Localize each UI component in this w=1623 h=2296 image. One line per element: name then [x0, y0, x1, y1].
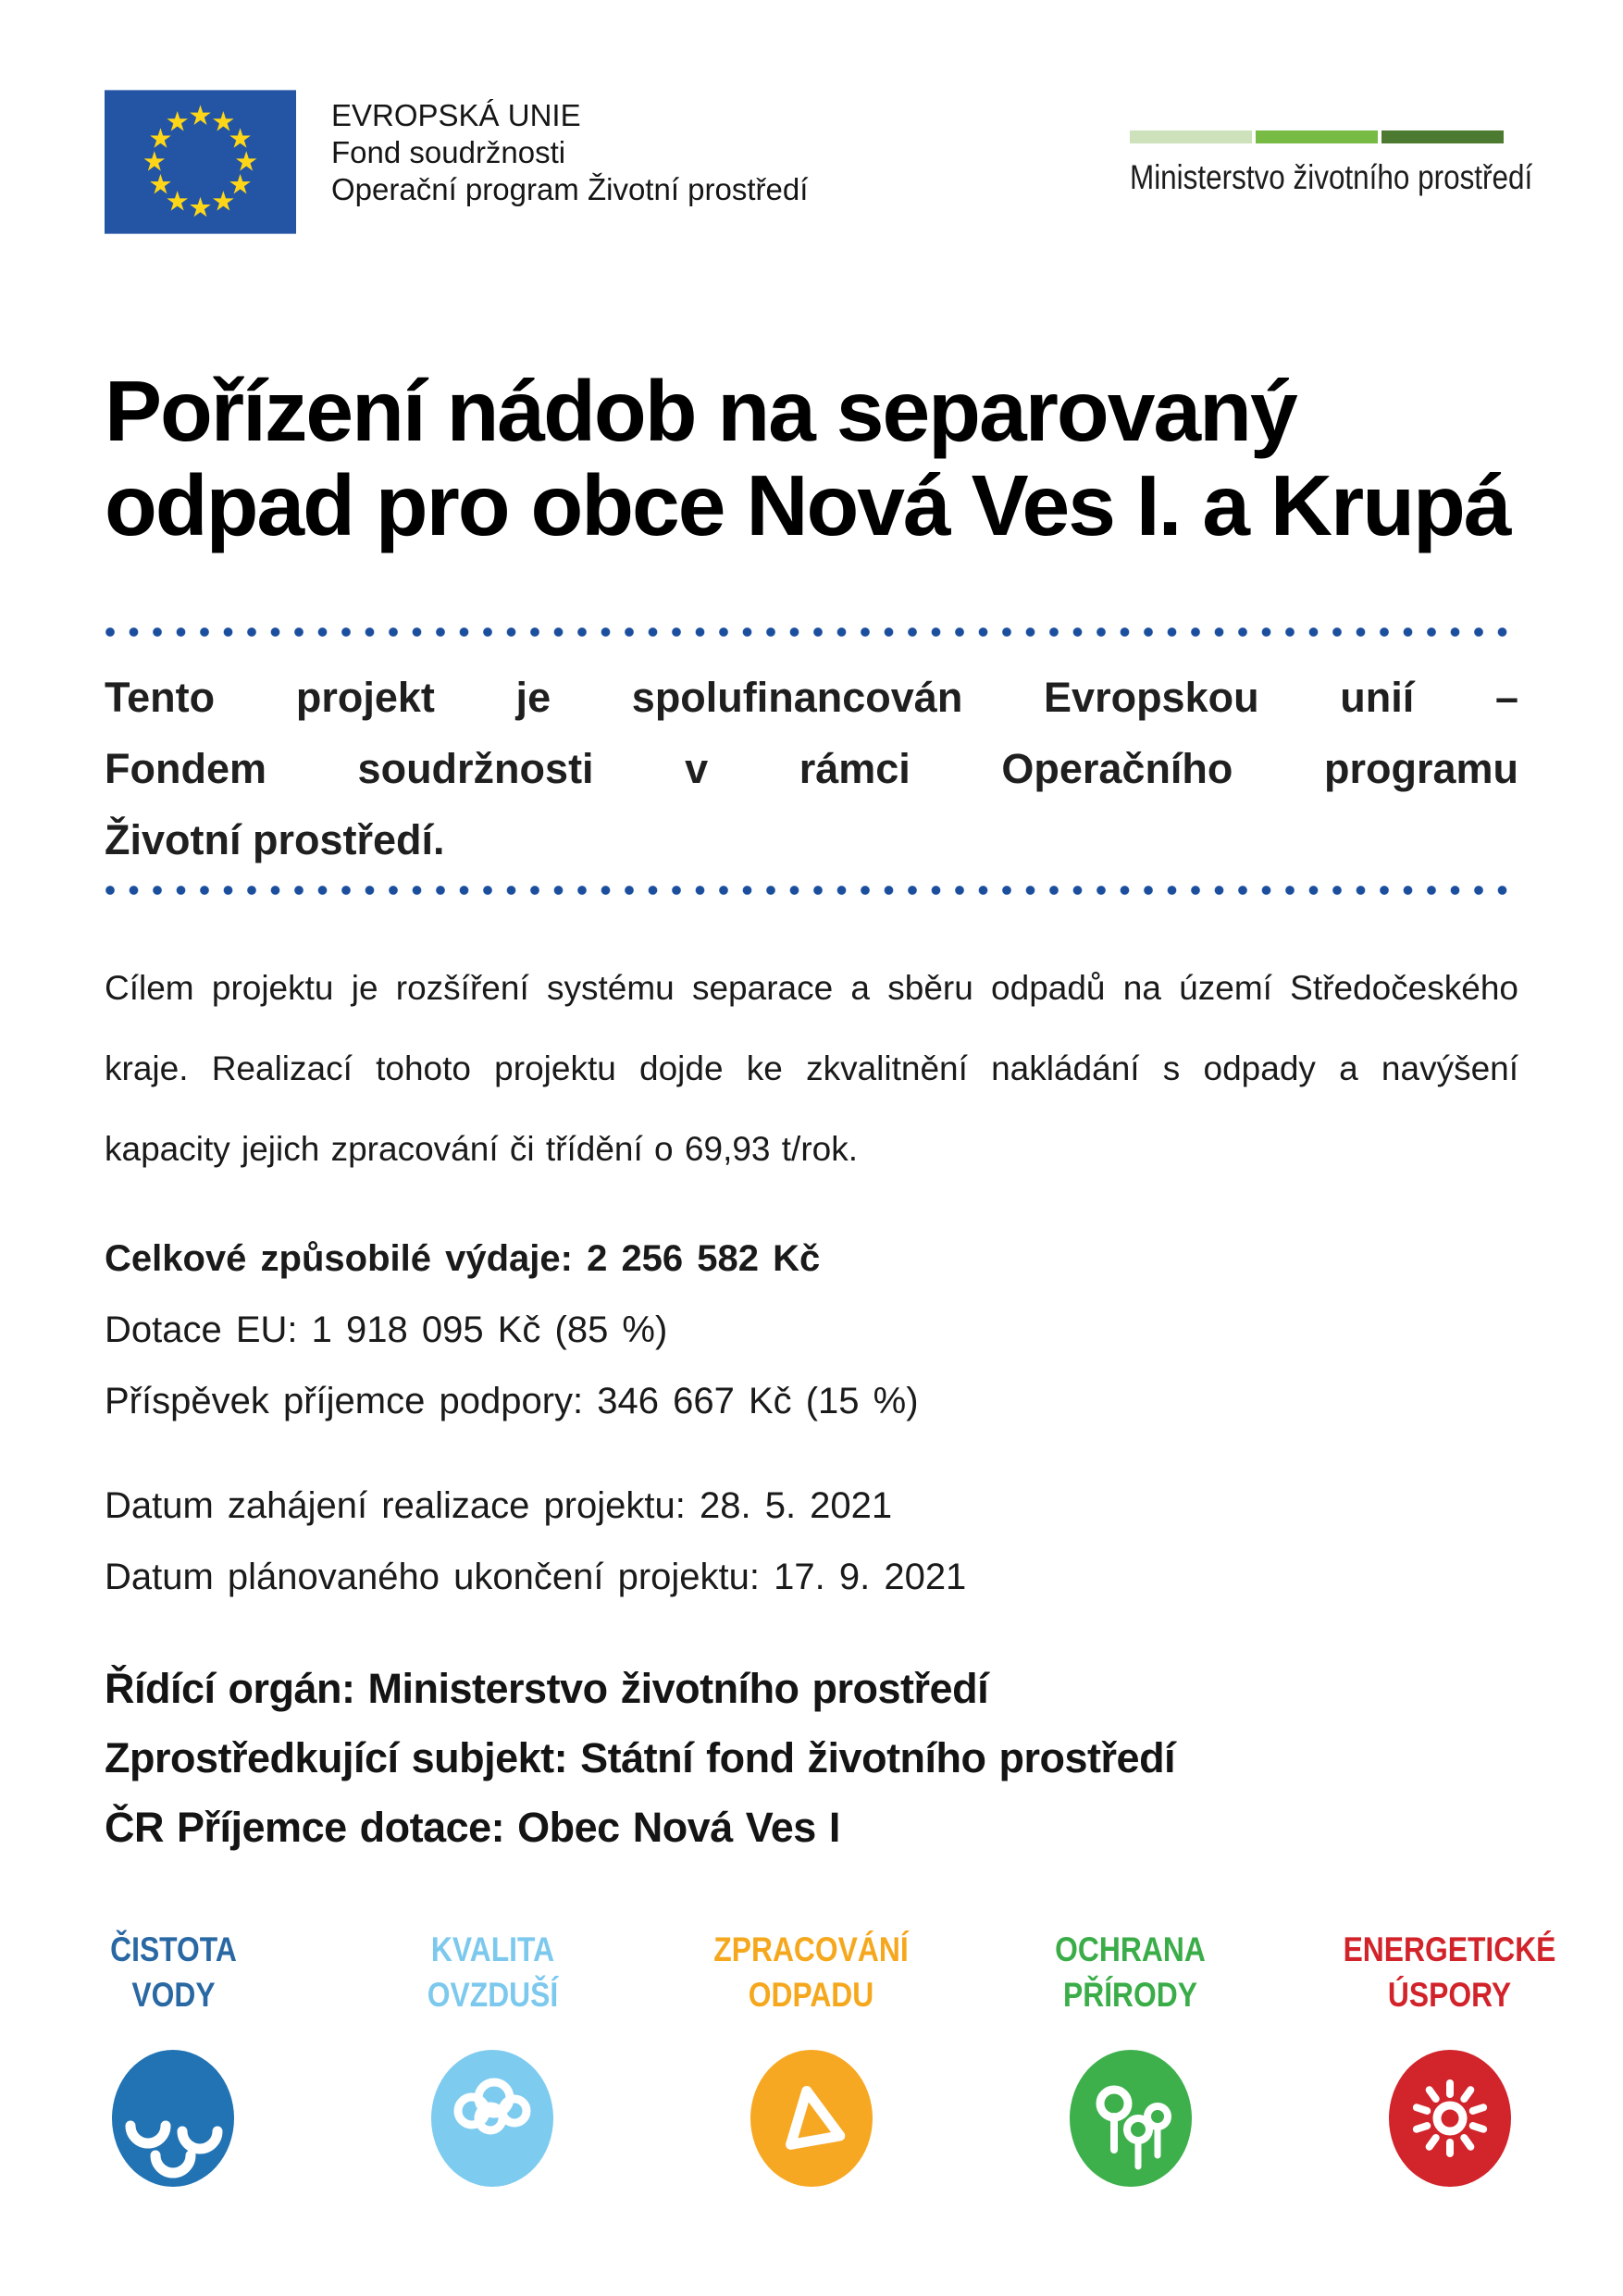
- footer-label: KVALITA OVZDUŠÍ: [427, 1930, 558, 2014]
- eu-logo: [105, 90, 808, 234]
- header: [105, 0, 1533, 234]
- footer-label: ZPRACOVÁNÍ ODPADU: [713, 1930, 910, 2014]
- finance-section: [105, 1223, 1518, 1437]
- footer-label: ČISTOTA VODY: [110, 1930, 237, 2014]
- footer-label: ENERGETICKÉ ÚSPORY: [1343, 1930, 1556, 2014]
- page-title: Pořízení nádob na separovaný odpad pro obce Nová Ves I. a Krupá: [105, 363, 1510, 553]
- eu-logo-line2: Fond soudržnosti: [331, 135, 566, 169]
- eu-logo-text: [331, 90, 808, 234]
- end-date-line: Datum plánovaného ukončení projektu: 17. 9. 2021: [105, 1557, 967, 1597]
- dates-section: [105, 1471, 1518, 1613]
- description-paragraph: Cílem projektu je rozšíření systému separace a sběru odpadů na území Středočeského kraje. Realizací tohoto projektu dojde ke zkvalitnění nakládání s odpady a navýšení kapacity jejich zpracování či třídění o 69,93 t/rok.: [105, 969, 1518, 1168]
- lead-line: Životní prostředí.: [105, 816, 445, 863]
- ministry-bar-medium: [1256, 130, 1378, 143]
- recipient-contribution-line: Příspěvek příjemce podpory: 346 667 Kč (15 %): [105, 1381, 919, 1421]
- total-expenses-line: [105, 1223, 1518, 1295]
- dotted-divider-top: [105, 627, 1518, 638]
- managing-authority-line: Řídící orgán: Ministerstvo životního prostředí: [105, 1665, 989, 1712]
- nature-icon: [989, 2043, 1271, 2198]
- eu-logo-line1: EVROPSKÁ UNIE: [331, 98, 581, 132]
- lead-paragraph: [105, 662, 1518, 875]
- ministry-bar-light: [1130, 130, 1252, 143]
- eu-logo-line3: Operační program Životní prostředí: [331, 172, 809, 206]
- footer-item-energy: [1308, 1927, 1591, 2198]
- ministry-logo: [1130, 90, 1533, 197]
- eu-subsidy-line: Dotace EU: 1 918 095 Kč (85 %): [105, 1309, 668, 1350]
- intermediate-body-line: Zprostředkující subjekt: Státní fond životního prostředí: [105, 1734, 1176, 1781]
- footer-item-nature: [989, 1927, 1271, 2198]
- footer-item-waste: [670, 1927, 952, 2198]
- ministry-name: Ministerstvo životního prostředí: [1130, 158, 1533, 196]
- footer-item-water: [32, 1927, 315, 2198]
- eu-flag-icon: [105, 90, 296, 234]
- lead-line: Tento projekt je spolufinancován Evropskou unií –: [105, 674, 1518, 721]
- ministry-bar-dark: [1381, 130, 1504, 143]
- footer-icon-strip: [0, 1927, 1623, 2198]
- authorities-section: [105, 1654, 1518, 1862]
- total-expenses-label: Celkové způsobilé výdaje:: [105, 1238, 573, 1279]
- ministry-bars-icon: [1130, 130, 1518, 143]
- waste-icon: [670, 2043, 952, 2198]
- lead-line: Fondem soudržnosti v rámci Operačního programu: [105, 745, 1518, 792]
- air-icon: [352, 2043, 634, 2198]
- dotted-divider-bottom: [105, 885, 1518, 896]
- start-date-line: Datum zahájení realizace projektu: 28. 5. 2021: [105, 1485, 893, 1526]
- footer-item-air: [352, 1927, 634, 2198]
- energy-icon: [1308, 2043, 1591, 2198]
- total-expenses-value: 2 256 582 Kč: [587, 1238, 821, 1279]
- recipient-line: ČR Příjemce dotace: Obec Nová Ves I: [105, 1804, 840, 1851]
- footer-label: OCHRANA PŘÍRODY: [1055, 1930, 1207, 2014]
- water-icon: [32, 2043, 315, 2198]
